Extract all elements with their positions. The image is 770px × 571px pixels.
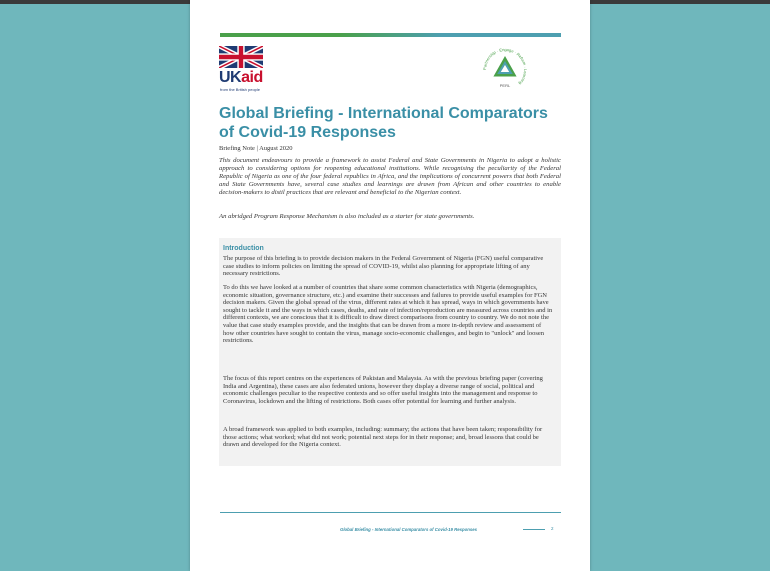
perl-label: PERL	[499, 83, 511, 88]
ukaid-logo	[219, 70, 263, 86]
introduction-heading: Introduction	[223, 245, 264, 252]
perl-ring-text: Partnership · Engage · Reform · Learning	[481, 46, 529, 86]
accent-bar	[220, 33, 561, 37]
page-title: Global Briefing - International Comparators of Covid-19 Responses	[219, 105, 548, 141]
introduction-paragraph: To do this we have looked at a number of countries that share some common characteristics with Nigeria (demographics, economic situation, governance structure, etc.) and examine their successes and failures to provide useful examples for FGN decision makers. Given the global spread of the virus, different rates at which it has spread, ways in which governments have sought to tackle it and the ways in which cases, deaths, and rate of infection/reproduction are measured across countries and in different contexts, we are conscious that it is difficult to draw direct comparisons from country to country. We do not note the value that case study examples provide, and the insights that can be drawn from a more in-depth review and assessment of how other countries have sought to contain the virus, manage socio-economic challenges, and begin to "unlock" and loosen restrictions.	[223, 284, 553, 345]
footer-divider	[220, 512, 561, 513]
ukaid-tagline: from the British people	[220, 87, 261, 92]
briefing-note-date: Briefing Note | August 2020	[219, 145, 293, 152]
ukaid-logo-aid: aid	[241, 69, 263, 86]
document-page	[190, 0, 590, 571]
union-jack-flag-icon	[219, 46, 263, 68]
summary-note: An abridged Program Response Mechanism is also included as a starter for state governments.	[219, 213, 475, 220]
footer-dash	[523, 529, 545, 530]
svg-text:Partnership · Engage · Reform	[482, 47, 528, 86]
introduction-paragraph: The purpose of this briefing is to provide decision makers in the Federal Government of Nigeria (FGN) useful comparative case studies to inform policies on limiting the spread of COVID-19, whilst also planning for appropriate lifting of any necessary restrictions.	[223, 255, 544, 278]
ukaid-logo-uk: UK	[219, 69, 242, 86]
footer-title: Global Briefing - International Comparators of Covid-19 Responses	[340, 527, 478, 532]
page-number: 2	[551, 526, 554, 531]
perl-logo-icon	[480, 45, 530, 95]
introduction-paragraph: A broad framework was applied to both examples, including: summary; the actions that have been taken; responsibility for those actions; what worked; what did not work; potential next steps for in their response; and, broad lessons that could be drawn and developed for the Nigeria context.	[223, 426, 543, 449]
introduction-paragraph: The focus of this report centres on the experiences of Pakistan and Malaysia. As with the previous briefing paper (covering India and Argentina), these cases are also federated unions, however they display a diverse range of social, political and economic challenges peculiar to the respective contexts and so offer useful insights into the management and response to Coronavirus, lockdown and the lifting of restrictions. Both cases offer potential for learning and further analysis.	[223, 375, 543, 405]
summary-paragraph: This document endeavours to provide a framework to assist Federal and State Governments in Nigeria to adopt a holistic approach to considering options for reopening educational institutions. While recognising the peculiarity of the Federal Republic of Nigeria as one of the four federal republics in Africa, and the implications of concurrent powers that both Federal and State Governments have, several case studies and learnings are drawn from African and other countries to enable decision-makers to distil practices that are relevant and beneficial to the Nigerian context.	[219, 157, 561, 196]
